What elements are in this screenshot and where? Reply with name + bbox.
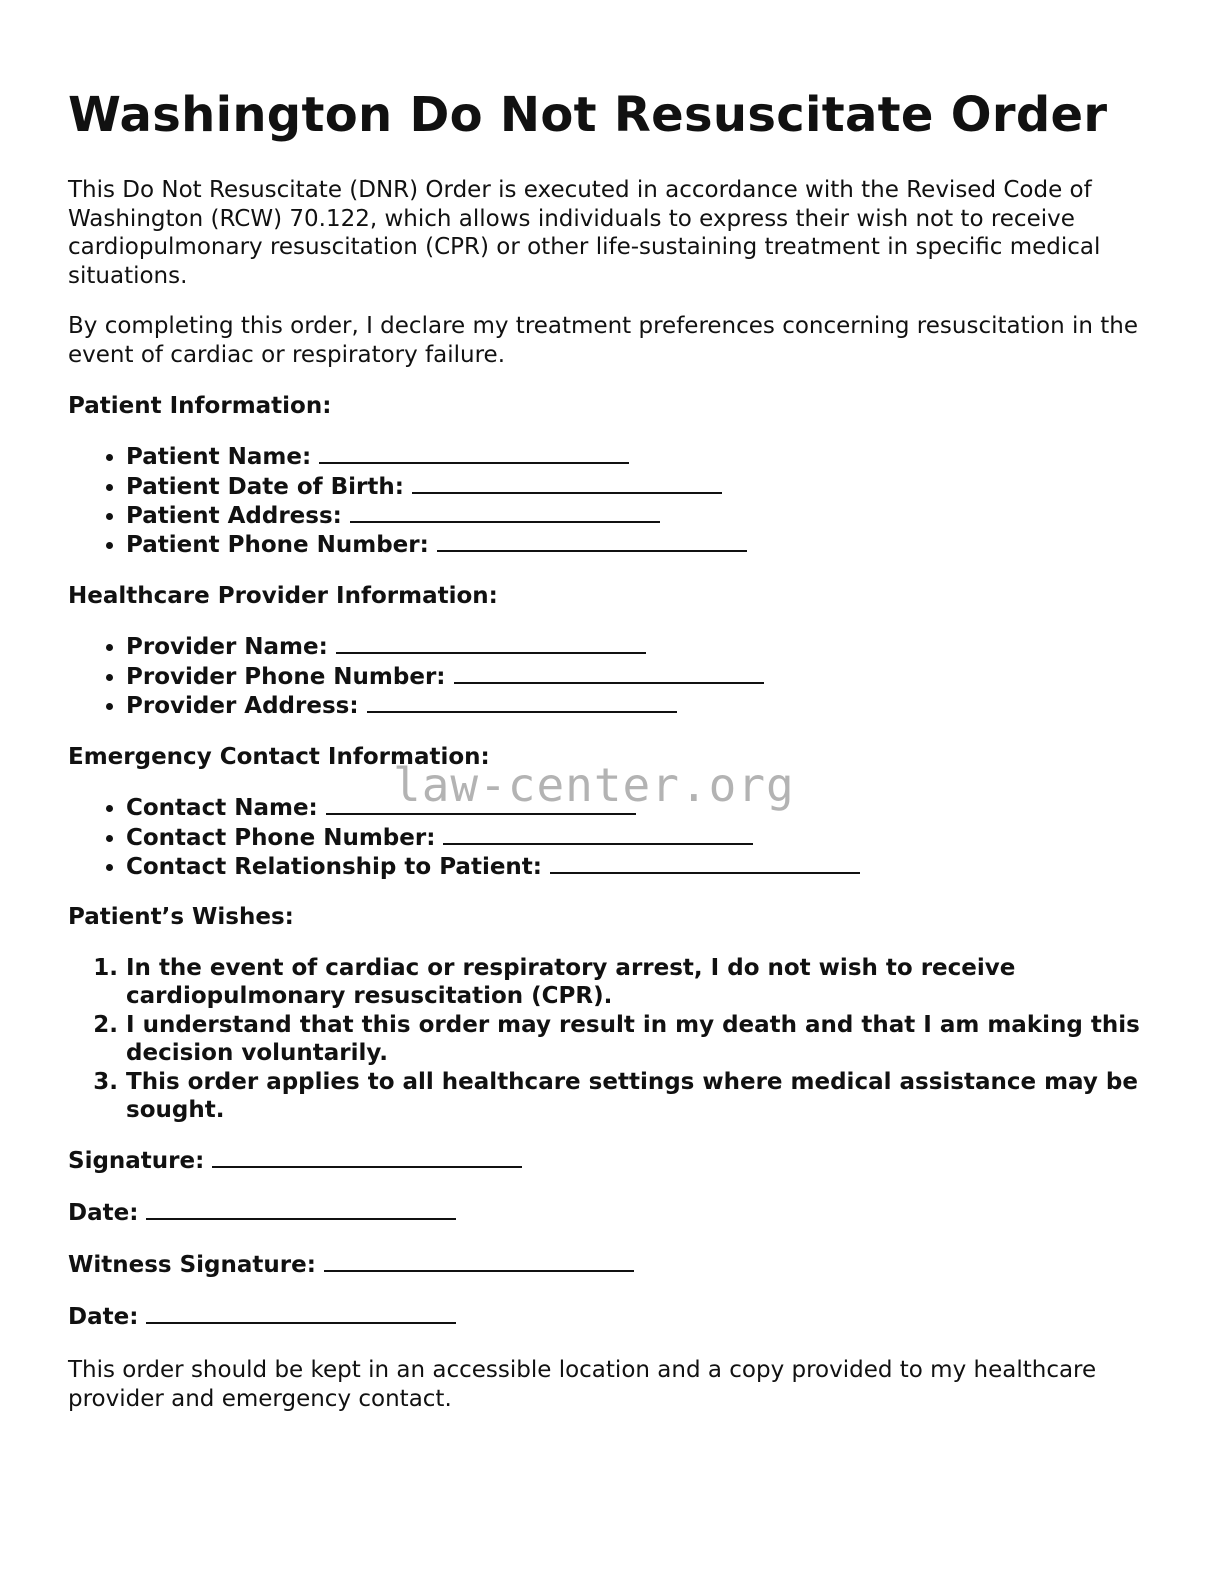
intro-paragraph: This Do Not Resuscitate (DNR) Order is executed in accordance with the Revised Code of Washington (RCW) 70.122, which allows individuals to express their wish not to receive cardiopulmonary resuscitation (CPR) or other life-sustaining treatment in specific medical situations. [68, 177, 1101, 289]
provider-address-field[interactable] [367, 691, 677, 713]
declaration-paragraph: By completing this order, I declare my treatment preferences concerning resuscitation in the event of cardiac or respiratory failure. [68, 313, 1138, 368]
witness-date-field[interactable] [146, 1302, 456, 1324]
provider-address-label: Provider Address: [126, 693, 359, 720]
provider-phone-label: Provider Phone Number: [126, 663, 446, 690]
patient-wishes-list [68, 954, 1168, 1124]
list-item: 3. This order applies to all healthcare settings where medical assistance may be sought. [126, 1068, 1168, 1125]
patient-address-field[interactable] [350, 501, 660, 523]
list-item [126, 472, 1168, 501]
list-item [126, 823, 1168, 852]
signature-row [68, 1146, 1168, 1176]
list-item [126, 442, 1168, 471]
provider-info-list [68, 632, 1168, 720]
witness-signature-row [68, 1250, 1168, 1280]
provider-name-label: Provider Name: [126, 634, 328, 661]
contact-relationship-label: Contact Relationship to Patient: [126, 854, 542, 880]
provider-phone-field[interactable] [454, 662, 764, 684]
witness-date-row [68, 1302, 1168, 1332]
patient-name-field[interactable] [319, 442, 629, 464]
list-item [126, 662, 1168, 691]
signature-label: Signature: [68, 1148, 205, 1175]
list-item [126, 852, 1168, 881]
contact-relationship-field[interactable] [550, 852, 860, 874]
emergency-contact-heading: Emergency Contact Information: [68, 743, 490, 770]
provider-name-field[interactable] [336, 632, 646, 654]
date-row [68, 1198, 1168, 1228]
witness-signature-label: Witness Signature: [68, 1252, 316, 1279]
list-item: 2. I understand that this order may result in my death and that I am making this decision voluntarily. [126, 1011, 1168, 1068]
signature-field[interactable] [212, 1146, 522, 1168]
patient-phone-label: Patient Phone Number: [126, 532, 429, 559]
list-item [126, 691, 1168, 720]
witness-signature-field[interactable] [324, 1250, 634, 1272]
patient-dob-label: Patient Date of Birth: [126, 473, 404, 500]
patient-phone-field[interactable] [437, 530, 747, 552]
list-item [126, 501, 1168, 530]
provider-info-heading: Healthcare Provider Information: [68, 582, 498, 609]
patient-name-label: Patient Name: [126, 444, 312, 471]
contact-name-label: Contact Name: [126, 795, 318, 822]
list-item [126, 530, 1168, 559]
footer-text: This order should be kept in an accessible location and a copy provided to my healthcare provider and emergency contact. [68, 1357, 1097, 1413]
contact-phone-label: Contact Phone Number: [126, 824, 436, 851]
patient-wishes-heading: Patient’s Wishes: [68, 904, 294, 931]
patient-info-heading: Patient Information: [68, 392, 332, 419]
patient-info-list [68, 442, 1168, 560]
list-item: 1. In the event of cardiac or respiratory arrest, I do not wish to receive cardiopulmonary resuscitation (CPR). [126, 954, 1168, 1011]
witness-date-label: Date: [68, 1304, 139, 1331]
date-field[interactable] [146, 1198, 456, 1220]
document-title: Washington Do Not Resuscitate Order [68, 87, 1108, 143]
date-label: Date: [68, 1200, 139, 1227]
patient-dob-field[interactable] [412, 472, 722, 494]
patient-address-label: Patient Address: [126, 502, 342, 529]
contact-phone-field[interactable] [443, 823, 753, 845]
watermark-text: law-center.org [393, 758, 795, 812]
list-item [126, 632, 1168, 661]
